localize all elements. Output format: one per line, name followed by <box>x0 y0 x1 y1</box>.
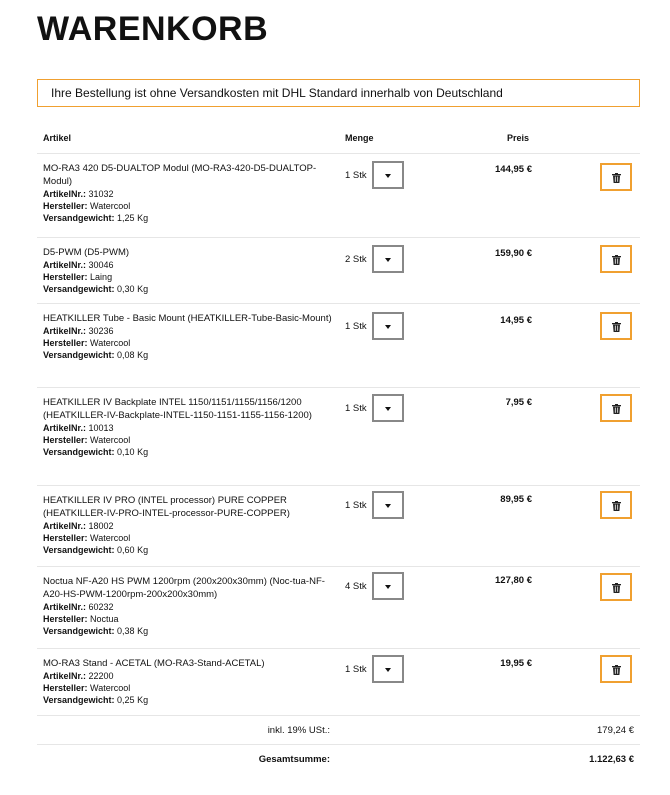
trash-icon <box>612 404 621 414</box>
tax-label: inkl. 19% USt.: <box>267 725 330 736</box>
chevron-down-icon <box>385 407 391 411</box>
item-hersteller <box>43 200 333 212</box>
item-artikelnr <box>43 670 333 682</box>
versandgewicht-value: 0,60 Kg <box>117 545 149 555</box>
artikelnr-label: ArtikelNr.: <box>43 671 87 681</box>
chevron-down-icon <box>385 174 391 178</box>
quantity-value: 1 Stk <box>345 500 367 511</box>
chevron-down-icon <box>385 325 391 329</box>
quantity-dropdown-button[interactable] <box>372 312 404 340</box>
versandgewicht-label: Versandgewicht: <box>43 350 115 360</box>
item-versandgewicht <box>43 625 333 637</box>
hersteller-label: Hersteller: <box>43 338 88 348</box>
artikelnr-value: 30046 <box>88 260 114 270</box>
trash-icon <box>612 322 621 332</box>
item-price: 159,90 € <box>495 248 532 259</box>
hersteller-value: Watercool <box>90 201 131 211</box>
cart-row <box>37 566 640 648</box>
item-price: 144,95 € <box>495 164 532 175</box>
total-value: 1.122,63 € <box>589 754 634 765</box>
cart-row <box>37 303 640 387</box>
artikelnr-value: 31032 <box>88 189 114 199</box>
quantity-dropdown-button[interactable] <box>372 655 404 683</box>
quantity-dropdown-button[interactable] <box>372 572 404 600</box>
versandgewicht-value: 0,08 Kg <box>117 350 149 360</box>
versandgewicht-label: Versandgewicht: <box>43 213 115 223</box>
versandgewicht-label: Versandgewicht: <box>43 447 115 457</box>
quantity-value: 1 Stk <box>345 170 367 181</box>
item-hersteller <box>43 682 333 694</box>
quantity-value: 2 Stk <box>345 254 367 265</box>
item-name: MO-RA3 420 D5-DUALTOP Modul (MO-RA3-420-D5-DUALTOP-Modul) <box>43 163 317 187</box>
hersteller-value: Watercool <box>90 683 131 693</box>
trash-icon <box>612 173 621 183</box>
item-name: HEATKILLER IV PRO (INTEL processor) PURE COPPER (HEATKILLER-IV-PRO-INTEL-processor-PURE-COPPER) <box>43 495 290 519</box>
quantity-dropdown-button[interactable] <box>372 161 404 189</box>
cart-row <box>37 648 640 715</box>
item-info <box>43 396 333 458</box>
artikelnr-value: 22200 <box>88 671 114 681</box>
delete-item-button[interactable] <box>600 655 632 683</box>
quantity-value: 4 Stk <box>345 581 367 592</box>
cart-row <box>37 485 640 566</box>
cart-row <box>37 153 640 237</box>
total-row <box>37 744 640 773</box>
artikelnr-label: ArtikelNr.: <box>43 602 87 612</box>
item-hersteller <box>43 434 333 446</box>
item-versandgewicht <box>43 283 333 295</box>
item-name: MO-RA3 Stand - ACETAL (MO-RA3-Stand-ACETAL) <box>43 658 265 669</box>
versandgewicht-label: Versandgewicht: <box>43 695 115 705</box>
artikelnr-value: 10013 <box>88 423 114 433</box>
trash-icon <box>612 665 621 675</box>
cart-table-header <box>37 133 640 153</box>
versandgewicht-label: Versandgewicht: <box>43 545 115 555</box>
artikelnr-label: ArtikelNr.: <box>43 260 87 270</box>
item-price: 89,95 € <box>500 494 532 505</box>
quantity-value: 1 Stk <box>345 321 367 332</box>
item-artikelnr <box>43 601 333 613</box>
item-info <box>43 494 333 556</box>
versandgewicht-label: Versandgewicht: <box>43 284 115 294</box>
item-artikelnr <box>43 325 333 337</box>
tax-value: 179,24 € <box>597 725 634 736</box>
delete-item-button[interactable] <box>600 573 632 601</box>
artikelnr-label: ArtikelNr.: <box>43 521 87 531</box>
item-versandgewicht <box>43 349 333 361</box>
item-info <box>43 246 333 295</box>
versandgewicht-value: 0,30 Kg <box>117 284 149 294</box>
page-title: WARENKORB <box>37 10 269 48</box>
hersteller-label: Hersteller: <box>43 272 88 282</box>
trash-icon <box>612 583 621 593</box>
item-price: 19,95 € <box>500 658 532 669</box>
versandgewicht-value: 0,25 Kg <box>117 695 149 705</box>
item-hersteller <box>43 271 333 283</box>
item-versandgewicht <box>43 212 333 224</box>
artikelnr-label: ArtikelNr.: <box>43 189 87 199</box>
hersteller-label: Hersteller: <box>43 201 88 211</box>
artikelnr-value: 60232 <box>88 602 114 612</box>
shipping-notice: Ihre Bestellung ist ohne Versandkosten mit DHL Standard innerhalb von Deutschland <box>37 79 640 107</box>
item-hersteller <box>43 337 333 349</box>
quantity-dropdown-button[interactable] <box>372 394 404 422</box>
delete-item-button[interactable] <box>600 394 632 422</box>
quantity-dropdown-button[interactable] <box>372 245 404 273</box>
item-price: 14,95 € <box>500 315 532 326</box>
item-info <box>43 657 333 706</box>
item-name: HEATKILLER Tube - Basic Mount (HEATKILLER-Tube-Basic-Mount) <box>43 313 332 324</box>
item-info <box>43 312 333 361</box>
versandgewicht-value: 0,38 Kg <box>117 626 149 636</box>
item-name: Noctua NF-A20 HS PWM 1200rpm (200x200x30mm) (Noc-tua-NF-A20-HS-PWM-1200rpm-200x200x30mm) <box>43 576 325 600</box>
item-versandgewicht <box>43 544 333 556</box>
tax-row <box>37 715 640 744</box>
item-artikelnr <box>43 259 333 271</box>
versandgewicht-value: 1,25 Kg <box>117 213 149 223</box>
chevron-down-icon <box>385 585 391 589</box>
artikelnr-label: ArtikelNr.: <box>43 326 87 336</box>
hersteller-label: Hersteller: <box>43 435 88 445</box>
delete-item-button[interactable] <box>600 312 632 340</box>
artikelnr-label: ArtikelNr.: <box>43 423 87 433</box>
item-name: D5-PWM (D5-PWM) <box>43 247 130 258</box>
item-versandgewicht <box>43 694 333 706</box>
chevron-down-icon <box>385 258 391 262</box>
hersteller-label: Hersteller: <box>43 614 88 624</box>
chevron-down-icon <box>385 668 391 672</box>
hersteller-value: Watercool <box>90 435 131 445</box>
item-price: 7,95 € <box>505 397 532 408</box>
item-artikelnr <box>43 422 333 434</box>
trash-icon <box>612 255 621 265</box>
item-info <box>43 162 333 224</box>
hersteller-value: Noctua <box>90 614 119 624</box>
hersteller-label: Hersteller: <box>43 533 88 543</box>
versandgewicht-value: 0,10 Kg <box>117 447 149 457</box>
chevron-down-icon <box>385 504 391 508</box>
trash-icon <box>612 501 621 511</box>
quantity-value: 1 Stk <box>345 664 367 675</box>
item-artikelnr <box>43 520 333 532</box>
cart-row <box>37 237 640 303</box>
hersteller-label: Hersteller: <box>43 683 88 693</box>
item-info <box>43 575 333 637</box>
column-preis: Preis <box>507 133 530 143</box>
hersteller-value: Laing <box>90 272 113 282</box>
column-artikel: Artikel <box>43 133 72 143</box>
item-artikelnr <box>43 188 333 200</box>
column-menge: Menge <box>345 133 374 143</box>
item-versandgewicht <box>43 446 333 458</box>
hersteller-value: Watercool <box>90 338 131 348</box>
artikelnr-value: 18002 <box>88 521 114 531</box>
delete-item-button[interactable] <box>600 245 632 273</box>
delete-item-button[interactable] <box>600 163 632 191</box>
item-price: 127,80 € <box>495 575 532 586</box>
item-hersteller <box>43 613 333 625</box>
item-hersteller <box>43 532 333 544</box>
delete-item-button[interactable] <box>600 491 632 519</box>
versandgewicht-label: Versandgewicht: <box>43 626 115 636</box>
quantity-value: 1 Stk <box>345 403 367 414</box>
quantity-dropdown-button[interactable] <box>372 491 404 519</box>
artikelnr-value: 30236 <box>88 326 114 336</box>
cart-row <box>37 387 640 485</box>
hersteller-value: Watercool <box>90 533 131 543</box>
total-label: Gesamtsumme: <box>258 754 330 765</box>
item-name: HEATKILLER IV Backplate INTEL 1150/1151/1155/1156/1200 (HEATKILLER-IV-Backplate-INTEL-1150-1151-1155-1156-1200) <box>43 397 312 421</box>
